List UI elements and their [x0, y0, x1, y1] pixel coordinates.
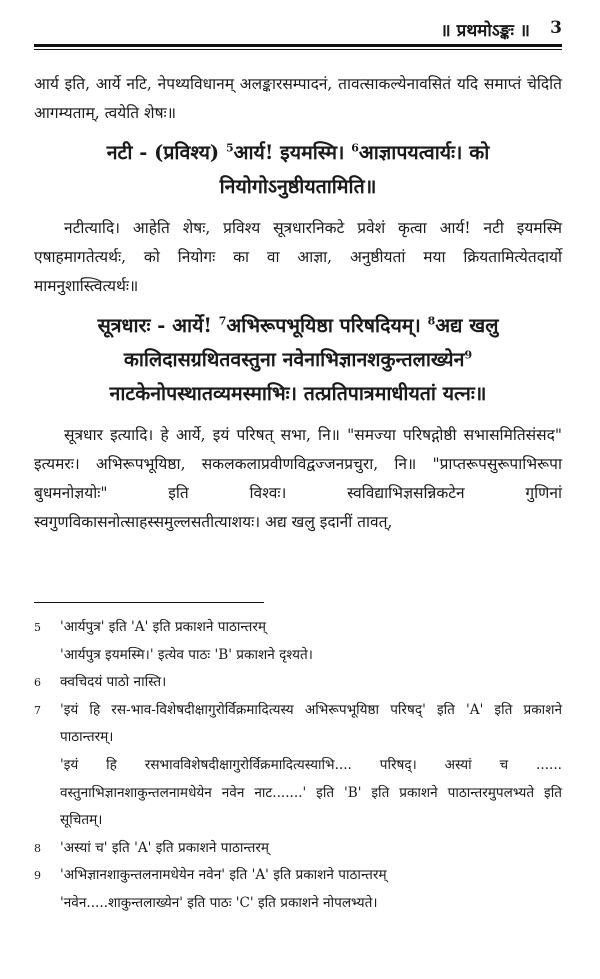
verse-nati-line-2: नियोगोऽनुष्ठीयतामिति॥: [219, 175, 377, 198]
verse-text: आर्य! इयमस्मि।: [233, 141, 352, 164]
footnote-line: [34, 669, 562, 697]
verse-nati: [34, 136, 562, 204]
verse-text: अद्य खलु: [435, 314, 499, 337]
verse-sutradhara-line-3: नाटकेनोपस्थातव्यमस्माभिः। तत्प्रतिपात्रमाधीयतां यत्नः॥: [109, 382, 487, 405]
speaker-nati: नटी - (प्रविश्य): [106, 141, 226, 164]
footnote-ref-6: 6: [351, 141, 359, 155]
header-rule-thin: [34, 49, 562, 50]
footnote-line: [34, 862, 562, 890]
footnote-line: [34, 614, 562, 642]
footnote-ref-8: 8: [427, 314, 436, 328]
verse-sutradhara: [34, 309, 562, 411]
footnote-text: 'आर्यपुत्र' इति 'A' इति प्रकाशने पाठान्तरम्: [60, 619, 267, 635]
footnote-mark: 7: [34, 703, 41, 717]
header-rule-thick: [34, 44, 562, 47]
speaker-sutradhara: सूत्रधारः - आर्ये!: [97, 314, 219, 337]
footnote-mark: 8: [34, 841, 41, 855]
page-header: [34, 18, 562, 40]
footnote-mark: 9: [34, 869, 41, 883]
footnote-line: [34, 835, 562, 863]
main-text: [34, 70, 562, 537]
footnote-ref-9: 9: [464, 348, 473, 362]
commentary-paragraph-3: सूत्रधार इत्यादि। हे आर्ये, इयं परिषत् सभा, नि॥ "समज्या परिषद्गोष्ठी सभासमितिसंसद" इत्यमरः। अभिरूपभूयिष्ठा, सकलकलाप्रवीणविद्वज्जनप्रचुरा, नि॥ "प्राप्तरूपसुरूपाभिरूपा बुधमनोज्ञयोः" इति विश्वः। स्वविद्याभिज्ञसन्निकटेन गुणिनां स्वगुणविकासनोत्साहस्समुल्लसतीत्याशयः। अद्य खलु इदानीं तावत्,: [34, 426, 562, 531]
footnote-8: [34, 835, 562, 863]
footnote-text: 'इयं हि रस-भाव-विशेषदीक्षागुरोर्विक्रमादित्यस्य अभिरूपभूयिष्ठा परिषद्' इति 'A' इति प्रकाशने पाठान्तरम्।: [60, 701, 562, 746]
footnote-line: 'इयं हि रसभावविशेषदीक्षागुरोर्विक्रमादित्यस्याभि.... परिषद्। अस्यां च ...... वस्तुनाभिज्ञानशाकुन्तलनामधेयेन नवेन नाट.......' इति 'B' इति प्रकाशने पाठान्तरमुपलभ्यते इति सूचितम्।: [60, 756, 562, 829]
commentary-paragraph-2: नटीत्यादि। आहेति शेषः, प्रविश्य सूत्रधारनिकटे प्रवेशं कृत्वा आर्य! नटी इयमस्मि एषाहमागतेत्यर्थः, को नियोगः का वा आज्ञा, अनुष्ठीयतां मया क्रियतामित्येतदार्यो मामनुशास्त्वित्यर्थः॥: [34, 219, 562, 295]
footnote-mark: 6: [34, 676, 41, 690]
footnote-text: 'अभिज्ञानशाकुन्तलनामधेयेन नवेन' इति 'A' इति प्रकाशने पाठान्तरम्: [60, 867, 387, 884]
footnote-text: 'अस्यां च' इति 'A' इति प्रकाशने पाठान्तरम्: [60, 839, 270, 856]
footnote-9: [34, 862, 562, 917]
footnote-7: [34, 697, 562, 835]
verse-text: आज्ञापयत्वार्यः। को: [358, 141, 490, 164]
footnote-line: [34, 697, 562, 752]
running-title: ॥ प्रथमोऽङ्कः ॥: [440, 21, 530, 41]
page-number: 3: [550, 18, 562, 38]
footnote-mark: 5: [34, 621, 41, 634]
footnote-ref-5: 5: [225, 141, 234, 155]
footnote-line: 'आर्यपुत्र इयमस्मि।' इत्येव पाठः 'B' प्रकाशने दृश्यते।: [60, 646, 313, 663]
verse-sutradhara-line-2: [34, 343, 562, 377]
verse-nati-line-1: [34, 136, 562, 170]
footnote-separator: [34, 602, 264, 603]
verse-sutradhara-line-1: [34, 309, 562, 343]
verse-text: अभिरूपभूयिष्ठा परिषदियम्।: [226, 314, 428, 337]
verse-text: कालिदासग्रथितवस्तुना नवेनाभिज्ञानशकुन्तलाख्येन: [123, 348, 465, 371]
footnote-line: 'नवेन.....शाकुन्तलाख्येन' इति पाठः 'C' इति प्रकाशने नोपलभ्यते।: [60, 894, 378, 911]
footnote-5: [34, 614, 562, 669]
commentary-paragraph-1: आर्य इति, आर्ये नटि, नेपथ्यविधानम् अलङ्कारसम्पादनं, तावत्साकल्येनावसितं यदि समाप्तं चेदिति आगम्यताम्, त्वयेति शेषः॥: [34, 75, 562, 122]
footnote-ref-7: 7: [218, 314, 227, 328]
footnote-6: [34, 669, 562, 697]
footnotes: [34, 614, 562, 918]
footnote-text: क्वचिदयं पाठो नास्ति।: [60, 674, 167, 691]
